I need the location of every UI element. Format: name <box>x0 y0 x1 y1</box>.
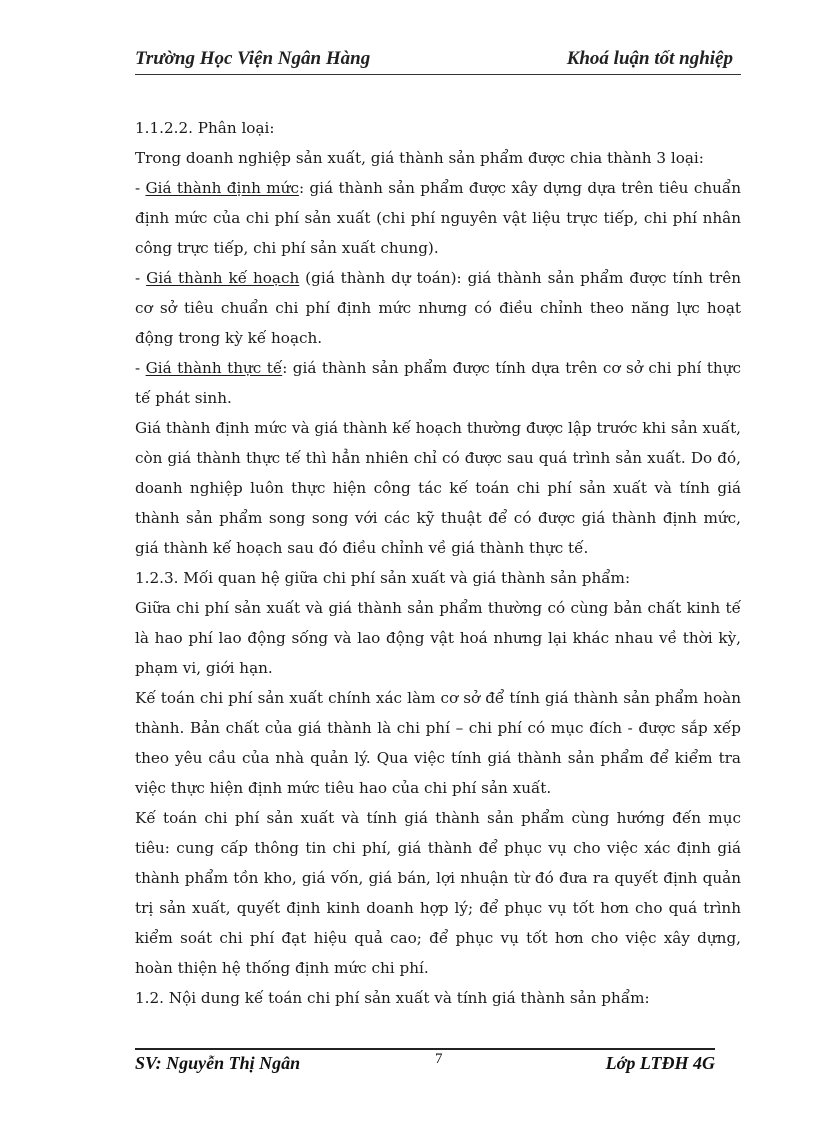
page-footer <box>135 1053 715 1077</box>
header-school-name: Trường Học Viện Ngân Hàng <box>135 48 371 69</box>
term-actual-cost: Giá thành thực tế <box>145 359 283 377</box>
list-item-planned-cost: - Giá thành kế hoạch (giá thành dự toán): giá thành sản phẩm được tính trên cơ sở tiêu chuẩn chi phí định mức nhưng có điều chỉnh theo năng lực hoạt động trong kỳ kế hoạch. <box>135 269 741 347</box>
footer-divider <box>135 1048 715 1050</box>
paragraph-intro: Trong doanh nghiệp sản xuất, giá thành sản phẩm được chia thành 3 loại: <box>135 149 704 167</box>
page-header <box>135 48 741 75</box>
term-standard-cost: Giá thành định mức <box>145 179 299 197</box>
document-body <box>135 113 741 1013</box>
page-number: 7 <box>435 1051 443 1067</box>
paragraph-relationship: Giữa chi phí sản xuất và giá thành sản phẩm thường có cùng bản chất kinh tế là hao phí lao động sống và lao động vật hoá nhưng lại khác nhau về thời kỳ, phạm vi, giới hạn. <box>135 599 741 677</box>
section-heading-relationship: 1.2.3. Mối quan hệ giữa chi phí sản xuất và giá thành sản phẩm: <box>135 569 631 587</box>
section-heading-content: 1.2. Nội dung kế toán chi phí sản xuất và tính giá thành sản phẩm: <box>135 989 650 1007</box>
section-heading-classification: 1.1.2.2. Phân loại: <box>135 119 275 137</box>
list-item-standard-cost: - Giá thành định mức: giá thành sản phẩm được xây dựng dựa trên tiêu chuẩn định mức của chi phí sản xuất (chi phí nguyên vật liệu trực tiếp, chi phí nhân công trực tiếp, chi phí sản xuất chung). <box>135 179 741 257</box>
paragraph-cost-accounting: Kế toán chi phí sản xuất chính xác làm cơ sở để tính giá thành sản phẩm hoàn thành. Bản chất của giá thành là chi phí – chi phí có mục đích - được sắp xếp theo yêu cầu của nhà quản lý. Qua việc tính giá thành sản phẩm để kiểm tra việc thực hiện định mức tiêu hao của chi phí sản xuất. <box>135 689 741 797</box>
term-planned-cost: Giá thành kế hoạch <box>146 269 300 287</box>
footer-student-name: SV: Nguyễn Thị Ngân <box>135 1053 301 1073</box>
list-item-actual-cost: - Giá thành thực tế: giá thành sản phẩm được tính dựa trên cơ sở chi phí thực tế phát sinh. <box>135 359 741 407</box>
footer-class-name: Lớp LTĐH 4G <box>605 1053 715 1073</box>
header-thesis-label: Khoá luận tốt nghiệp <box>566 48 733 69</box>
paragraph-cost-comparison: Giá thành định mức và giá thành kế hoạch thường được lập trước khi sản xuất, còn giá thành thực tế thì hẳn nhiên chỉ có được sau quá trình sản xuất. Do đó, doanh nghiệp luôn thực hiện công tác kế toán chi phí sản xuất và tính giá thành sản phẩm song song với các kỹ thuật để có được giá thành định mức, giá thành kế hoạch sau đó điều chỉnh về giá thành thực tế. <box>135 419 741 557</box>
paragraph-objectives: Kế toán chi phí sản xuất và tính giá thành sản phẩm cùng hướng đến mục tiêu: cung cấp thông tin chi phí, giá thành để phục vụ cho việc xác định giá thành phẩm tồn kho, giá vốn, giá bán, lợi nhuận từ đó đưa ra quyết định quản trị sản xuất, quyết định kinh doanh hợp lý; để phục vụ tốt hơn cho quá trình kiểm soát chi phí đạt hiệu quả cao; để phục vụ tốt hơn cho việc xây dựng, hoàn thiện hệ thống định mức chi phí. <box>135 809 741 977</box>
